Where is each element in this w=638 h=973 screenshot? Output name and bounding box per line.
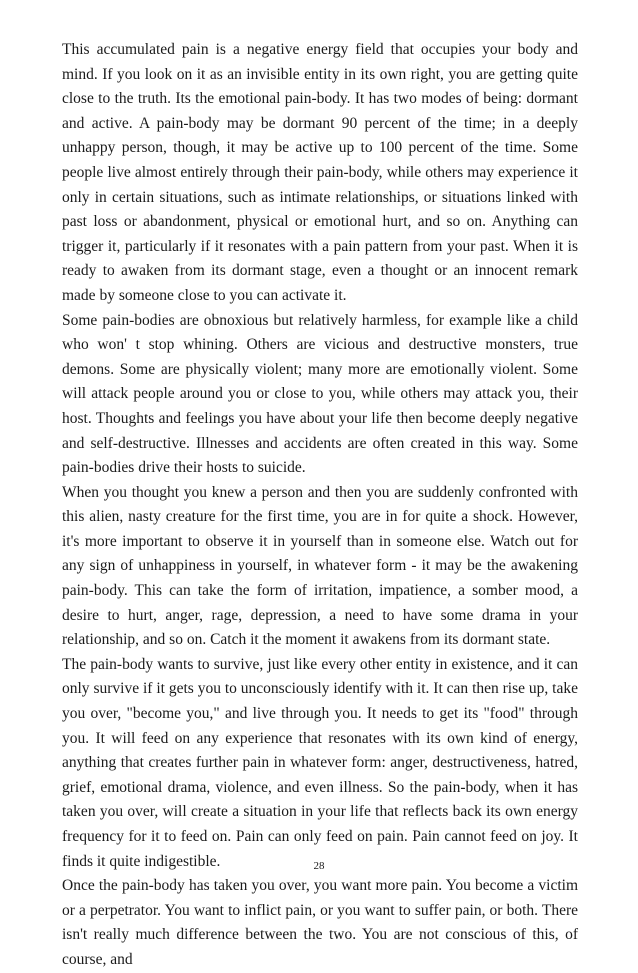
paragraph-pain-body-types: Some pain-bodies are obnoxious but relatively harmless, for example like a child who won' t stop whining. Others are vicious and destructive monsters, true demons. Some are physically violent; many more are emotionally violent. Some will attack people around you or close to you, while others may attack you, their host. Thoughts and feelings you have about your life then become deeply negative and self-destructive. Illnesses and accidents are often created in this way. Some pain-bodies drive their hosts to suicide. — [62, 311, 578, 477]
paragraph-victim-perpetrator: Once the pain-body has taken you over, you want more pain. You become a victim or a perpetrator. You want to inflict pain, or you want to suffer pain, or both. There isn't really much difference between the two. You are not conscious of this, of course, and — [62, 877, 578, 968]
paragraph-pain-body-definition: This accumulated pain is a negative energy field that occupies your body and mind. If you look on it as an invisible entity in its own right, you are getting quite close to the truth. Its the emotional pain-body. It has two modes of being: dormant and active. A pain-body may be dormant 90 percent of the time; in a deeply unhappy person, though, it may be active up to 100 percent of the time. Some people live almost entirely through their pain-body, while others may experience it only in certain situations, such as intimate relationships, or situations linked with past loss or abandonment, physical or emotional hurt, and so on. Anything can trigger it, particularly if it resonates with a pain pattern from your past. When it is ready to awaken from its dormant stage, even a thought or an innocent remark made by someone close to you can activate it. — [62, 41, 578, 304]
paragraph-pain-body-survival: The pain-body wants to survive, just like every other entity in existence, and it can only survive if it gets you to unconsciously identify with it. It can then rise up, take you over, "become you," and live through you. It needs to get its "food" through you. It will feed on any experience that resonates with its own kind of energy, anything that creates further pain in whatever form: anger, destructiveness, hatred, grief, emotional drama, violence, and even illness. So the pain-body, when it has taken you over, will create a situation in your life that reflects back its own energy frequency for it to feed on. Pain can only feed on pain. Pain cannot feed on joy. It finds it quite indigestible. — [62, 655, 578, 870]
page-number: 28 — [313, 860, 325, 872]
paragraph-observing-pain-body: When you thought you knew a person and then you are suddenly confronted with this alien, nasty creature for the first time, you are in for quite a shock. However, it's more important to observe it in yourself than in someone else. Watch out for any sign of unhappiness in yourself, in whatever form - it may be the awakening pain-body. This can take the form of irritation, impatience, a somber mood, a desire to hurt, anger, rage, depression, a need to have some drama in your relationship, and so on. Catch it the moment it awakens from its dormant state. — [62, 483, 578, 649]
body-text — [62, 38, 578, 973]
